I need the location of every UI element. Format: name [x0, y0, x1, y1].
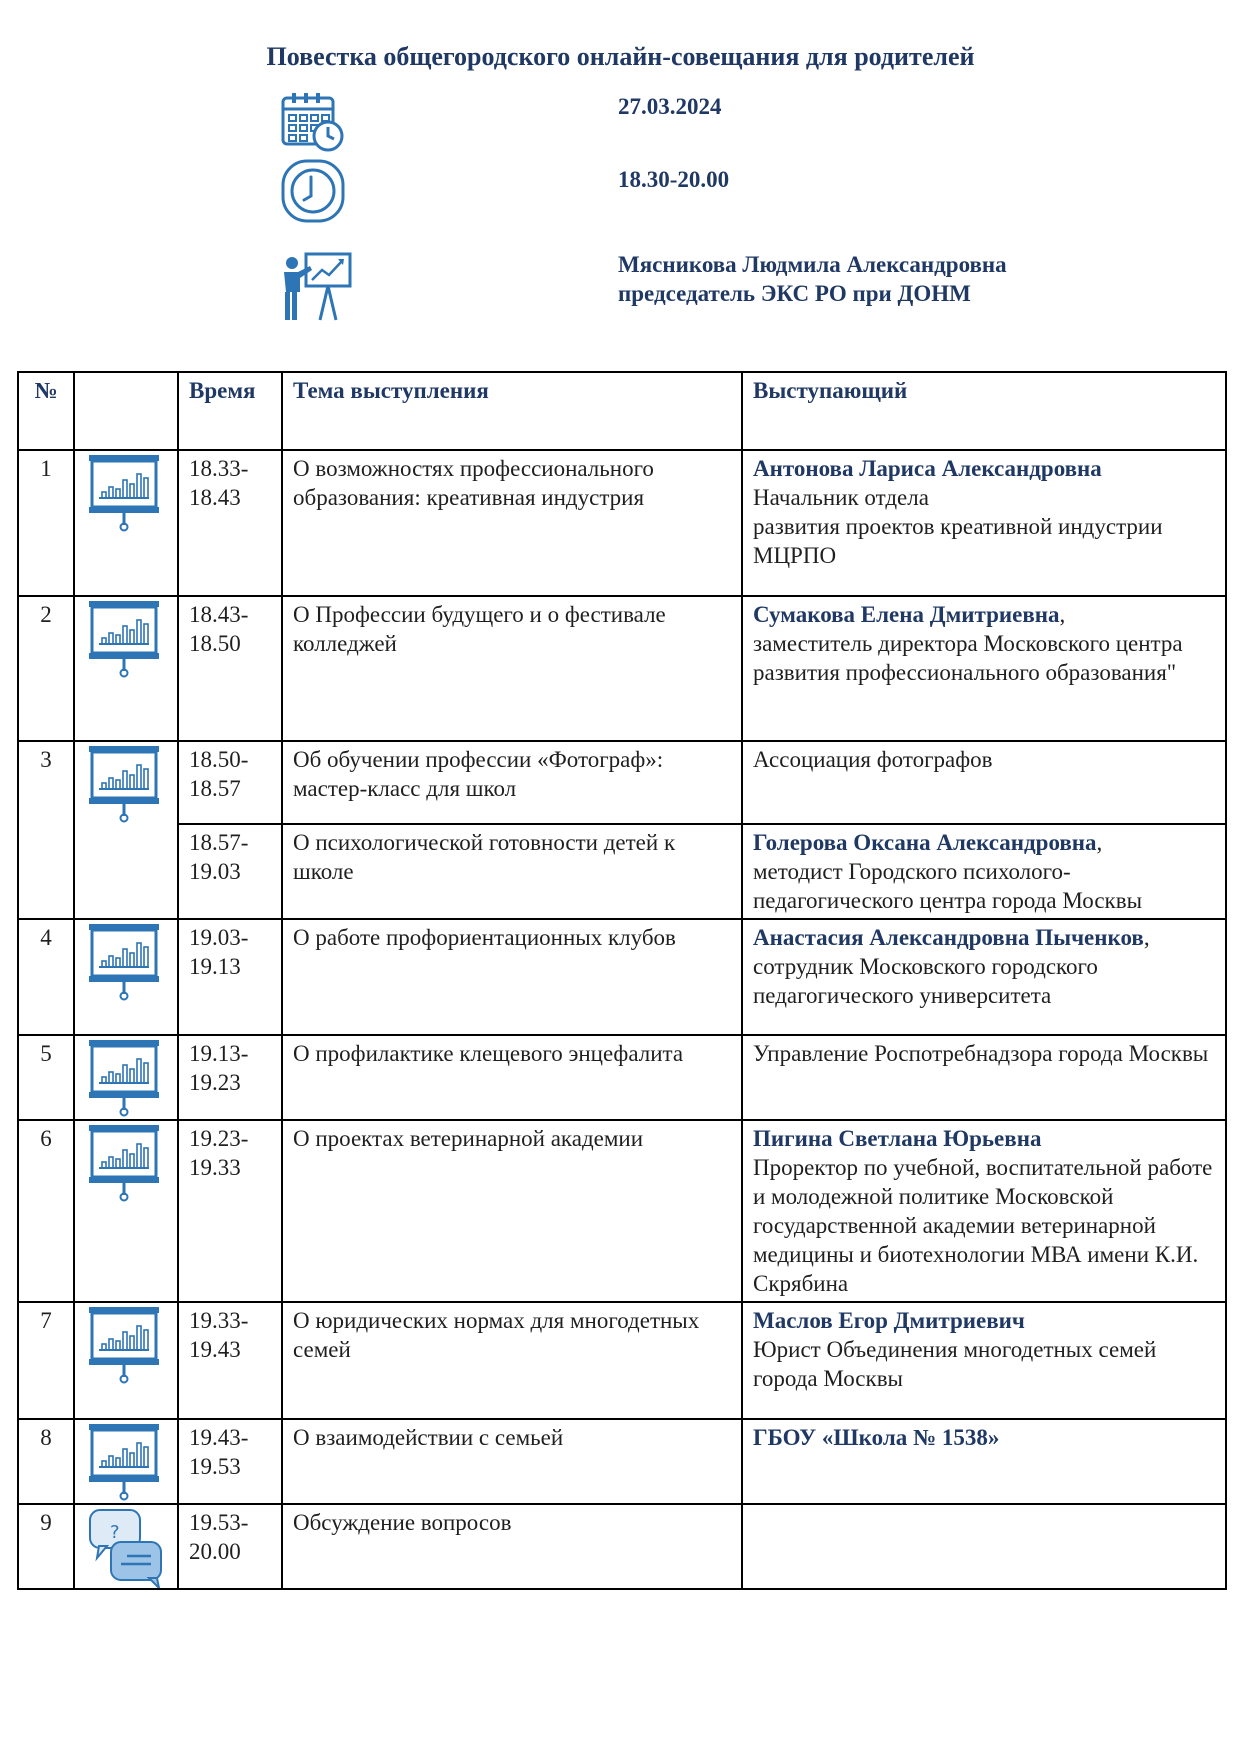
row-number: 8 [18, 1419, 74, 1504]
speaker-line: Ассоциация фотографов [753, 747, 993, 772]
speaker-name: Голерова Оксана Александровна [753, 830, 1097, 855]
table-row [18, 919, 1226, 1035]
row-speaker [742, 1302, 1226, 1419]
row-speaker [742, 1120, 1226, 1302]
row-speaker: Голерова Оксана Александровна, методист Городского психолого-педагогического центра города Москвы [742, 824, 1226, 919]
speaker-line: Проректор по учебной, воспитательной работе и молодежной политике Московской государственной академии ветеринарной медицины и биотехнологии МВА имени К.И. Скрябина [753, 1155, 1213, 1296]
moderator-name: Мясникова Людмила Александровна [618, 252, 1007, 277]
row-number: 4 [18, 919, 74, 1035]
row-number: 1 [18, 450, 74, 596]
row-time: 19.43- 19.53 [178, 1419, 282, 1504]
speaker-line: Управление Роспотребнадзора города Москвы [753, 1041, 1209, 1066]
table-row [18, 1035, 1226, 1120]
table-row [18, 824, 1226, 919]
presentation-chart-icon [74, 596, 178, 741]
meeting-time: 18.30-20.00 [618, 167, 730, 192]
row-number: 6 [18, 1120, 74, 1302]
table-header-row [18, 372, 1226, 450]
row-time: 19.53- 20.00 [178, 1504, 282, 1589]
row-speaker [742, 1419, 1226, 1504]
table-row [18, 1419, 1226, 1504]
presentation-chart-icon [74, 741, 178, 919]
row-number: 2 [18, 596, 74, 741]
presentation-chart-icon [74, 919, 178, 1035]
presentation-chart-icon [74, 450, 178, 596]
row-speaker [742, 1504, 1226, 1589]
question-chat-icon [74, 1504, 178, 1589]
speaker-name: Антонова Лариса Александровна [753, 456, 1102, 481]
row-speaker [742, 450, 1226, 596]
table-row [18, 450, 1226, 596]
row-speaker: Сумакова Елена Дмитриевна, заместитель директора Московского центра развития профессионального образования" [742, 596, 1226, 741]
agenda-table [17, 371, 1227, 1590]
page-title: Повестка общегородского онлайн-совещания для родителей [266, 42, 975, 71]
row-speaker [742, 741, 1226, 824]
speaker-line: развития проектов креативной индустрии [753, 514, 1163, 539]
header-topic: Тема выступления [282, 372, 742, 450]
speaker-line: сотрудник Московского городского педагогического университета [753, 954, 1098, 1008]
row-number: 3 [18, 741, 74, 919]
row-topic: О возможностях профессионального образования: креативная индустрия [282, 450, 742, 596]
presentation-chart-icon [74, 1120, 178, 1302]
speaker-line: Начальник отдела [753, 485, 929, 510]
presentation-chart-icon [74, 1302, 178, 1419]
row-topic: О проектах ветеринарной академии [282, 1120, 742, 1302]
row-time: 19.23- 19.33 [178, 1120, 282, 1302]
table-row [18, 1302, 1226, 1419]
moderator [618, 250, 1007, 308]
table-row [18, 596, 1226, 741]
row-time: 18.57- 19.03 [178, 824, 282, 919]
presenter-icon [280, 250, 354, 322]
row-time: 19.03- 19.13 [178, 919, 282, 1035]
speaker-name: Маслов Егор Дмитриевич [753, 1308, 1025, 1333]
row-time: 19.13- 19.23 [178, 1035, 282, 1120]
row-time: 19.33- 19.43 [178, 1302, 282, 1419]
row-speaker [742, 1035, 1226, 1120]
row-topic: О взаимодействии с семьей [282, 1419, 742, 1504]
row-topic: Об обучении профессии «Фотограф»: мастер-класс для школ [282, 741, 742, 824]
row-number: 7 [18, 1302, 74, 1419]
row-number: 5 [18, 1035, 74, 1120]
speaker-name: Анастасия Александровна Пыченков [753, 925, 1144, 950]
speaker-org: ГБОУ «Школа № 1538» [753, 1425, 1000, 1450]
row-topic: О профилактике клещевого энцефалита [282, 1035, 742, 1120]
table-row [18, 1504, 1226, 1589]
table-row [18, 741, 1226, 824]
meeting-date: 27.03.2024 [618, 94, 722, 119]
speaker-line: методист Городского психолого-педагогического центра города Москвы [753, 859, 1143, 913]
header-speaker: Выступающий [742, 372, 1226, 450]
row-topic: Обсуждение вопросов [282, 1504, 742, 1589]
clock-icon [280, 158, 346, 224]
speaker-line: Юрист Объединения многодетных семей города Москвы [753, 1337, 1157, 1391]
presentation-chart-icon [74, 1035, 178, 1120]
row-speaker: Анастасия Александровна Пыченков, сотрудник Московского городского педагогического университета [742, 919, 1226, 1035]
row-time: 18.43- 18.50 [178, 596, 282, 741]
row-topic: О юридических нормах для многодетных семей [282, 1302, 742, 1419]
header-icon [74, 372, 178, 450]
presentation-chart-icon [74, 1419, 178, 1504]
row-time: 18.33- 18.43 [178, 450, 282, 596]
meeting-info [280, 92, 1080, 322]
row-topic: О психологической готовности детей к школе [282, 824, 742, 919]
header-time: Время [178, 372, 282, 450]
calendar-clock-icon [280, 92, 346, 152]
speaker-name: Сумакова Елена Дмитриевна [753, 602, 1060, 627]
table-row [18, 1120, 1226, 1302]
moderator-position: председатель ЭКС РО при ДОНМ [618, 281, 971, 306]
speaker-name: Пигина Светлана Юрьевна [753, 1126, 1042, 1151]
speaker-line: МЦРПО [753, 543, 837, 568]
row-number: 9 [18, 1504, 74, 1589]
header-num: № [18, 372, 74, 450]
speaker-line: заместитель директора Московского центра развития профессионального образования" [753, 631, 1183, 685]
row-time: 18.50- 18.57 [178, 741, 282, 824]
row-topic: О работе профориентационных клубов [282, 919, 742, 1035]
row-topic: О Профессии будущего и о фестивале колледжей [282, 596, 742, 741]
svg-text:?: ? [110, 1522, 120, 1543]
